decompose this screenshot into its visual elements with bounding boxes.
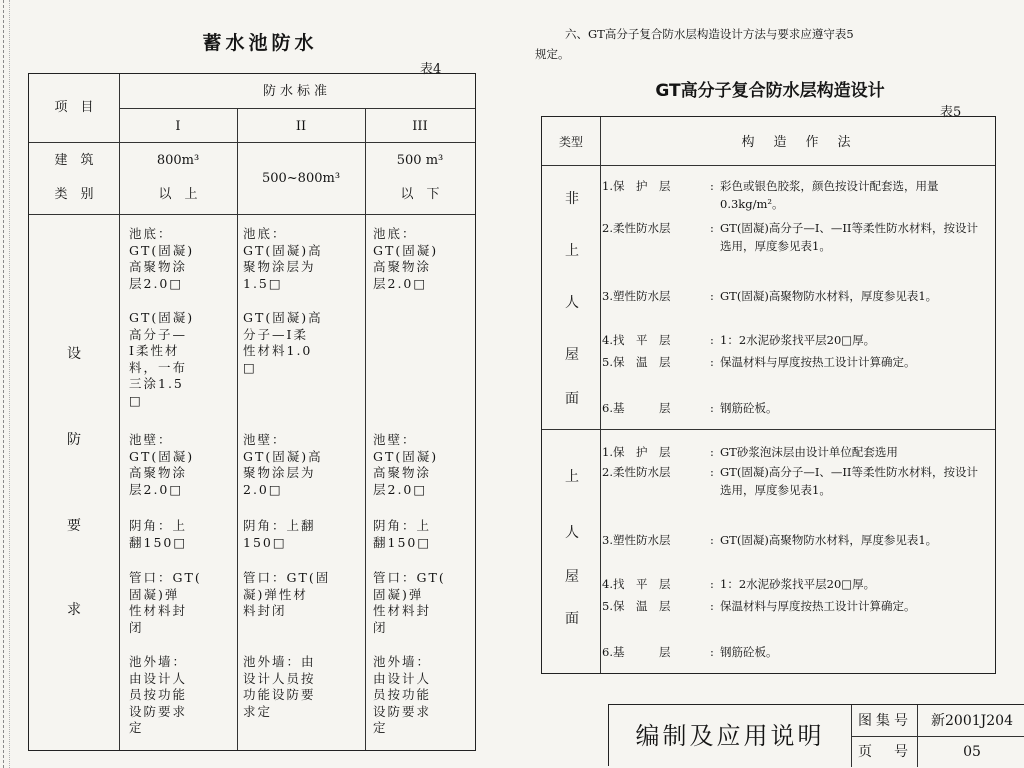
- clause-line: 规定。: [535, 47, 570, 61]
- construction-row: [602, 177, 989, 213]
- table4-title: 蓄水池防水: [202, 32, 318, 54]
- layer-desc: 保温材料与厚度按热工设计计算确定。: [720, 355, 916, 369]
- category-label-1: 建 筑: [54, 153, 94, 168]
- layer-desc: 1：2水泥砂浆找平层20□厚。: [720, 333, 876, 347]
- layer-name: 3.塑性防水层: [602, 289, 671, 303]
- header-item: 项 目: [54, 100, 94, 115]
- table5-label: 表5: [940, 105, 962, 120]
- req-grade1-outer-wall: 池外墙： 由设计人 员按功能 设防要求 定: [129, 654, 188, 735]
- category-grade1-line1: 800m³: [156, 153, 200, 168]
- req-grade3-pipe: 管口：GT( 固凝)弹 性材料封 闭: [373, 570, 446, 635]
- layer-colon: :: [710, 645, 714, 659]
- construction-row: [602, 597, 989, 615]
- construction-row: [602, 575, 989, 593]
- layer-desc: 钢筋砼板。: [720, 401, 778, 415]
- layer-desc: 1：2水泥砂浆找平层20□厚。: [720, 577, 876, 591]
- section2-label-char: 面: [565, 611, 579, 627]
- layer-colon: :: [710, 221, 714, 235]
- req-grade2-pipe: 管口：GT(固 凝)弹性材 料封闭: [243, 570, 331, 618]
- construction-row: [602, 643, 989, 661]
- category-label-2: 类 别: [54, 187, 94, 202]
- req-grade1-flexible: GT(固凝) 高分子— I柔性材 料，一布 三涂1.5 □: [129, 310, 195, 408]
- construction-row: [602, 353, 989, 371]
- construction-row: [602, 287, 989, 305]
- layer-colon: :: [710, 533, 714, 547]
- req-grade1-pool-bottom: 池底： GT(固凝) 高聚物涂 层2.0□: [129, 226, 195, 291]
- grade-3: III: [412, 119, 428, 134]
- layer-name: 2.柔性防水层: [602, 465, 671, 479]
- layer-name: 4.找 平 层: [602, 333, 671, 347]
- req-grade2-corner: 阴角：上翻 150□: [243, 518, 316, 550]
- layer-desc: GT(固凝)高分子—I、—II等柔性防水材料，按设计选用，厚度参见表1。: [720, 221, 978, 253]
- layer-name: 5.保 温 层: [602, 599, 671, 613]
- layer-colon: :: [710, 445, 714, 459]
- header-standard: 防水标准: [262, 84, 331, 99]
- layer-name: 1.保 护 层: [602, 179, 671, 193]
- section1-label-char: 非: [565, 191, 579, 207]
- layer-colon: :: [710, 179, 714, 193]
- atlas-label: 图集号: [858, 713, 912, 729]
- document-title: 编制及应用说明: [635, 722, 825, 750]
- req-grade1-pool-wall: 池壁： GT(固凝) 高聚物涂 层2.0□: [129, 432, 195, 497]
- grade-1: I: [175, 119, 181, 134]
- page-label: 页 号: [858, 744, 912, 760]
- construction-row: [602, 331, 989, 349]
- layer-colon: :: [710, 289, 714, 303]
- section2-label-char: 人: [565, 525, 579, 541]
- layer-desc: 保温材料与厚度按热工设计计算确定。: [720, 599, 916, 613]
- table5: [541, 116, 996, 674]
- req-grade2-outer-wall: 池外墙：由 设计人员按 功能设防要 求定: [243, 654, 316, 719]
- layer-desc: 彩色或银色胶浆，颜色按设计配套选，用量0.3kg/m²。: [720, 179, 939, 211]
- clause-line: 六、GT高分子复合防水层构造设计方法与要求应遵守表5: [565, 27, 854, 41]
- req-grade3-corner: 阴角：上 翻150□: [373, 518, 432, 550]
- construction-row: [602, 399, 989, 417]
- category-grade3-line2: 以 下: [400, 187, 440, 202]
- req-grade3-pool-bottom: 池底： GT(固凝) 高聚物涂 层2.0□: [373, 226, 439, 291]
- category-grade1-line2: 以 上: [158, 187, 198, 202]
- title-block: [608, 704, 1024, 766]
- layer-name: 2.柔性防水层: [602, 221, 671, 235]
- category-grade2: 500~800m³: [261, 171, 341, 186]
- construction-row: [602, 531, 989, 549]
- layer-colon: :: [710, 599, 714, 613]
- section2-label-char: 上: [565, 469, 579, 485]
- layer-colon: :: [710, 465, 714, 479]
- req-grade2-flexible: GT(固凝)高 分子—I柔 性材料1.0 □: [243, 310, 323, 375]
- req-grade3-outer-wall: 池外墙： 由设计人 员按功能 设防要求 定: [373, 654, 432, 735]
- page-number: 05: [963, 744, 981, 760]
- section2-label-char: 屋: [565, 569, 579, 585]
- section1-label-char: 屋: [565, 347, 579, 363]
- req-grade3-pool-wall: 池壁： GT(固凝) 高聚物涂 层2.0□: [373, 432, 439, 497]
- header-category: 类型: [558, 135, 583, 149]
- layer-desc: GT砂浆泡沫层由设计单位配套选用: [720, 445, 898, 459]
- table4-label: 表4: [420, 62, 442, 77]
- layer-name: 4.找 平 层: [602, 577, 671, 591]
- layer-colon: :: [710, 401, 714, 415]
- table4: [28, 73, 476, 751]
- section1-label-char: 上: [565, 243, 579, 259]
- section1-label-char: 面: [565, 391, 579, 407]
- construction-row: [602, 443, 989, 461]
- layer-name: 6.基 层: [602, 401, 671, 415]
- category-grade3-line1: 500 m³: [396, 153, 444, 168]
- layer-desc: GT(固凝)高聚物防水材料，厚度参见表1。: [720, 533, 938, 547]
- requirements-label-char: 求: [67, 602, 81, 618]
- req-grade1-pipe: 管口：GT( 固凝)弹 性材料封 闭: [129, 570, 202, 635]
- table5-title: GT高分子复合防水层构造设计: [655, 81, 885, 101]
- layer-name: 1.保 护 层: [602, 445, 671, 459]
- req-grade2-pool-wall: 池壁： GT(固凝)高 聚物涂层为 2.0□: [243, 432, 323, 497]
- layer-desc: GT(固凝)高聚物防水材料，厚度参见表1。: [720, 289, 938, 303]
- layer-desc: 钢筋砼板。: [720, 645, 778, 659]
- section1-label-char: 人: [565, 295, 579, 311]
- grade-2: II: [295, 119, 307, 134]
- layer-colon: :: [710, 577, 714, 591]
- req-grade2-pool-bottom: 池底： GT(固凝)高 聚物涂层为 1.5□: [243, 226, 323, 291]
- layer-name: 3.塑性防水层: [602, 533, 671, 547]
- requirements-label-char: 设: [67, 346, 81, 362]
- requirements-label-char: 防: [67, 432, 81, 448]
- page-edge-shadow: [3, 0, 10, 768]
- clause-text: [535, 24, 1015, 64]
- layer-desc: GT(固凝)高分子—I、—II等柔性防水材料，按设计选用，厚度参见表1。: [720, 465, 978, 497]
- req-grade1-corner: 阴角：上 翻150□: [129, 518, 188, 550]
- layer-name: 6.基 层: [602, 645, 671, 659]
- requirements-label-char: 要: [67, 518, 81, 534]
- construction-row: [602, 219, 989, 255]
- layer-colon: :: [710, 355, 714, 369]
- layer-colon: :: [710, 333, 714, 347]
- layer-name: 5.保 温 层: [602, 355, 671, 369]
- atlas-value: 新2001J204: [931, 713, 1013, 729]
- header-method: 构 造 作 法: [741, 135, 854, 150]
- construction-row: [602, 463, 989, 499]
